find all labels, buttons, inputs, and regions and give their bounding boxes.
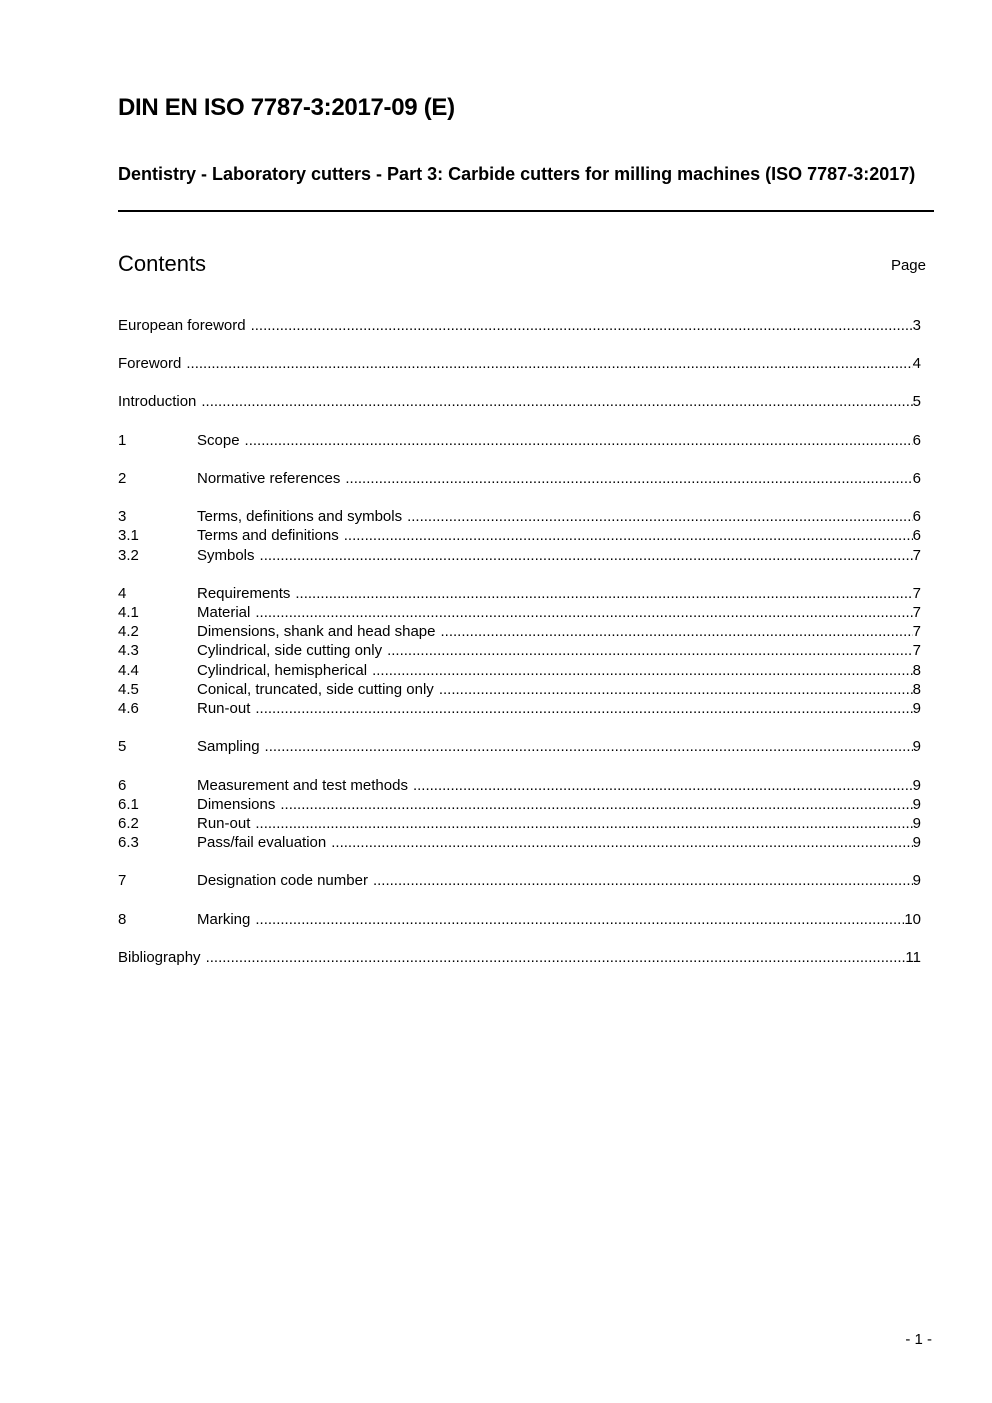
toc-dot-leader xyxy=(413,776,913,795)
toc-dot-leader xyxy=(373,871,913,890)
toc-entry-page: 4 xyxy=(912,355,921,372)
toc-entry-title: Pass/fail evaluation xyxy=(197,834,327,851)
footer-page-number: - 1 - xyxy=(905,1331,932,1348)
toc-entry-page: 6 xyxy=(912,470,921,487)
toc-entry[interactable] xyxy=(118,526,921,545)
toc-entry-title: Cylindrical, hemispherical xyxy=(197,662,368,679)
toc-entry-number: 4.5 xyxy=(118,681,139,698)
toc-dot-leader xyxy=(201,392,912,411)
toc-entry-title: Symbols xyxy=(197,547,255,564)
toc-dot-leader xyxy=(439,680,913,699)
toc-entry-number: 3.2 xyxy=(118,547,139,564)
toc-entry[interactable] xyxy=(118,910,921,929)
toc-dot-leader xyxy=(260,546,913,565)
toc-dot-leader xyxy=(280,795,912,814)
toc-entry-number: 6.2 xyxy=(118,815,139,832)
toc-entry-title: Introduction xyxy=(118,393,197,410)
toc-entry-number: 4 xyxy=(118,585,127,602)
toc-dot-leader xyxy=(441,622,913,641)
toc-entry-page: 7 xyxy=(912,547,921,564)
toc-entry-page: 9 xyxy=(912,834,921,851)
toc-entry-number: 8 xyxy=(118,911,127,928)
toc-entry-page: 11 xyxy=(905,949,921,966)
toc-entry[interactable] xyxy=(118,584,921,603)
toc-dot-leader xyxy=(331,833,912,852)
toc-entry-page: 7 xyxy=(912,585,921,602)
toc-dot-leader xyxy=(387,641,913,660)
toc-entry-number: 6 xyxy=(118,777,127,794)
toc-entry-number: 5 xyxy=(118,738,127,755)
toc-entry-title: Dimensions xyxy=(197,796,276,813)
toc-dot-leader xyxy=(245,431,913,450)
toc-entry[interactable] xyxy=(118,316,921,335)
toc-entry[interactable] xyxy=(118,469,921,488)
toc-entry[interactable] xyxy=(118,661,921,680)
toc-entry-page: 7 xyxy=(912,623,921,640)
toc-entry-page: 9 xyxy=(912,815,921,832)
toc-entry-title: Sampling xyxy=(197,738,260,755)
toc-entry-number: 6.1 xyxy=(118,796,139,813)
toc-entry[interactable] xyxy=(118,431,921,450)
toc-entry-page: 9 xyxy=(912,872,921,889)
toc-dot-leader xyxy=(206,948,906,967)
toc-entry[interactable] xyxy=(118,814,921,833)
toc-dot-leader xyxy=(255,910,904,929)
toc-entry-number: 6.3 xyxy=(118,834,139,851)
toc-entry-title: Foreword xyxy=(118,355,182,372)
toc-entry-page: 3 xyxy=(912,317,921,334)
toc-entry-title: Terms and definitions xyxy=(197,527,339,544)
toc-dot-leader xyxy=(251,316,913,335)
toc-entry[interactable] xyxy=(118,737,921,756)
toc-entry-title: Measurement and test methods xyxy=(197,777,408,794)
toc-entry-number: 4.3 xyxy=(118,642,139,659)
contents-heading: Contents xyxy=(118,251,207,276)
toc-dot-leader xyxy=(295,584,912,603)
toc-entry-number: 3 xyxy=(118,508,127,525)
toc-entry-page: 5 xyxy=(912,393,921,410)
toc-entry-title: Marking xyxy=(197,911,251,928)
toc-entry-title: Terms, definitions and symbols xyxy=(197,508,403,525)
toc-entry-page: 7 xyxy=(912,642,921,659)
toc-entry-title: Bibliography xyxy=(118,949,201,966)
toc-entry-number: 4.4 xyxy=(118,662,139,679)
document-subtitle: Dentistry - Laboratory cutters - Part 3: Carbide cutters for milling machines (ISO 7787-3:2017) xyxy=(118,164,916,184)
toc-entry-page: 8 xyxy=(912,681,921,698)
table-of-contents xyxy=(118,0,921,1000)
toc-entry-number: 2 xyxy=(118,470,127,487)
toc-entry-title: Dimensions, shank and head shape xyxy=(197,623,436,640)
toc-entry[interactable] xyxy=(118,833,921,852)
toc-entry-page: 6 xyxy=(912,508,921,525)
toc-entry[interactable] xyxy=(118,622,921,641)
toc-entry-page: 6 xyxy=(912,527,921,544)
toc-entry-page: 9 xyxy=(912,700,921,717)
toc-entry[interactable] xyxy=(118,871,921,890)
toc-dot-leader xyxy=(186,354,912,373)
toc-dot-leader xyxy=(255,814,912,833)
toc-entry-title: European foreword xyxy=(118,317,246,334)
toc-entry[interactable] xyxy=(118,948,921,967)
toc-entry-page: 9 xyxy=(912,777,921,794)
toc-dot-leader xyxy=(372,661,913,680)
toc-entry-number: 4.2 xyxy=(118,623,139,640)
toc-entry-title: Scope xyxy=(197,432,240,449)
page-column-label: Page xyxy=(890,257,926,274)
toc-entry-title: Run-out xyxy=(197,700,251,717)
toc-entry[interactable] xyxy=(118,680,921,699)
toc-entry-page: 9 xyxy=(912,738,921,755)
toc-dot-leader xyxy=(407,507,913,526)
toc-entry[interactable] xyxy=(118,392,921,411)
toc-entry-page: 10 xyxy=(904,911,921,928)
toc-dot-leader xyxy=(255,603,912,622)
toc-entry-page: 7 xyxy=(912,604,921,621)
toc-dot-leader xyxy=(265,737,913,756)
toc-entry[interactable] xyxy=(118,354,921,373)
toc-entry-title: Normative references xyxy=(197,470,341,487)
toc-entry-number: 4.6 xyxy=(118,700,139,717)
toc-entry-page: 9 xyxy=(912,796,921,813)
toc-entry[interactable] xyxy=(118,641,921,660)
toc-entry-number: 3.1 xyxy=(118,527,139,544)
toc-dot-leader xyxy=(344,526,913,545)
toc-entry-title: Requirements xyxy=(197,585,291,602)
toc-entry-title: Conical, truncated, side cutting only xyxy=(197,681,434,698)
document-title: DIN EN ISO 7787-3:2017-09 (E) xyxy=(118,94,455,121)
toc-entry-title: Run-out xyxy=(197,815,251,832)
toc-entry[interactable] xyxy=(118,603,921,622)
toc-entry[interactable] xyxy=(118,546,921,565)
toc-entry-page: 8 xyxy=(912,662,921,679)
toc-entry-page: 6 xyxy=(912,432,921,449)
toc-entry-title: Cylindrical, side cutting only xyxy=(197,642,383,659)
toc-entry-title: Material xyxy=(197,604,251,621)
toc-entry[interactable] xyxy=(118,795,921,814)
toc-dot-leader xyxy=(345,469,912,488)
toc-entry[interactable] xyxy=(118,699,921,718)
toc-entry[interactable] xyxy=(118,507,921,526)
toc-entry-title: Designation code number xyxy=(197,872,368,889)
toc-entry-number: 4.1 xyxy=(118,604,139,621)
toc-entry-number: 7 xyxy=(118,872,127,889)
toc-entry[interactable] xyxy=(118,776,921,795)
toc-dot-leader xyxy=(255,699,912,718)
toc-entry-number: 1 xyxy=(118,432,127,449)
